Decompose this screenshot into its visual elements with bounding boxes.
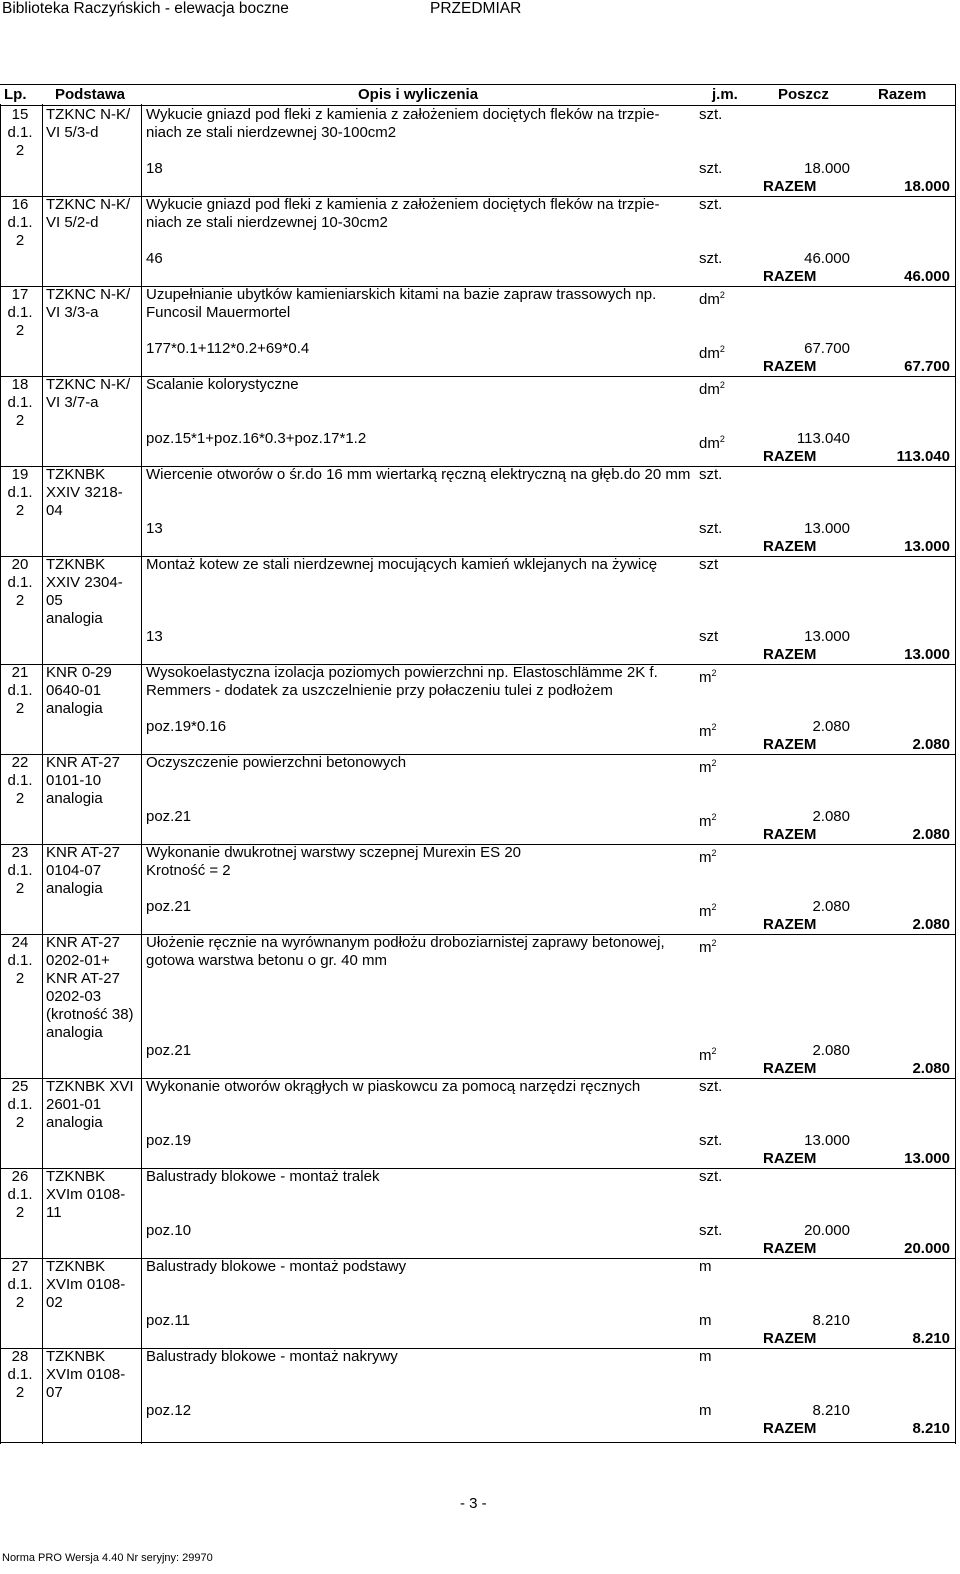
row-lp bbox=[2, 376, 40, 430]
row-calc: 177*0.1+112*0.2+69*0.4 bbox=[146, 340, 310, 357]
row-lp bbox=[2, 556, 40, 610]
row-calc: poz.10 bbox=[146, 1222, 192, 1239]
row-podstawa: TZKNBK XVI 2601-01 analogia bbox=[46, 1078, 134, 1131]
row-opis: Oczyszczenie powierzchni betonowych bbox=[146, 754, 407, 771]
row-unit: szt. bbox=[699, 196, 723, 213]
row-lp bbox=[2, 196, 40, 250]
lp-part: 26 bbox=[11, 1168, 29, 1185]
lp-part: 2 bbox=[15, 970, 25, 987]
row-podstawa: TZKNC N-K/ VI 5/2-d bbox=[46, 196, 131, 231]
col-poszcz: Poszcz bbox=[778, 86, 829, 103]
row-poszcz: 2.080 bbox=[812, 808, 850, 825]
row-razem-label: RAZEM bbox=[763, 1420, 817, 1437]
lp-part: 2 bbox=[15, 502, 25, 519]
row-razem-value: 13.000 bbox=[904, 538, 950, 555]
row-poszcz: 46.000 bbox=[804, 250, 850, 267]
lp-part: d.1. bbox=[7, 1186, 33, 1203]
row-lp bbox=[2, 1348, 40, 1402]
lp-part: d.1. bbox=[7, 394, 33, 411]
row-podstawa: KNR 0-29 0640-01 analogia bbox=[46, 664, 112, 717]
row-razem-label: RAZEM bbox=[763, 538, 817, 555]
row-podstawa: TZKNBK XXIV 2304- 05 analogia bbox=[46, 556, 123, 627]
row-calc: 13 bbox=[146, 520, 163, 537]
table-divider-lp bbox=[42, 104, 43, 1444]
row-lp bbox=[2, 106, 40, 160]
table-border-right bbox=[955, 84, 956, 1444]
row-podstawa: TZKNC N-K/ VI 3/7-a bbox=[46, 376, 131, 411]
row-opis: Balustrady blokowe - montaż podstawy bbox=[146, 1258, 407, 1275]
row-calc: 46 bbox=[146, 250, 163, 267]
row-calc: poz.12 bbox=[146, 1402, 192, 1419]
lp-part: d.1. bbox=[7, 214, 33, 231]
row-razem-value: 2.080 bbox=[912, 736, 950, 753]
row-poszcz: 67.700 bbox=[804, 340, 850, 357]
row-podstawa: TZKNBK XVIm 0108- 02 bbox=[46, 1258, 126, 1311]
row-unit: szt. bbox=[699, 106, 723, 123]
row-calc-unit: $dm^2$ bbox=[699, 344, 725, 362]
row-calc: 13 bbox=[146, 628, 163, 645]
lp-part: d.1. bbox=[7, 124, 33, 141]
lp-part: 2 bbox=[15, 700, 25, 717]
table-divider-podstawa bbox=[141, 104, 142, 1444]
row-lp bbox=[2, 286, 40, 340]
row-lp bbox=[2, 754, 40, 808]
row-opis: Balustrady blokowe - montaż tralek bbox=[146, 1168, 380, 1185]
row-unit: szt. bbox=[699, 1168, 723, 1185]
col-podstawa: Podstawa bbox=[55, 86, 126, 103]
row-unit: $m^2$ bbox=[699, 668, 717, 686]
document-title: Biblioteka Raczyńskich - elewacja boczne bbox=[2, 0, 289, 17]
lp-part: 20 bbox=[11, 556, 29, 573]
row-calc-unit: szt. bbox=[699, 250, 723, 267]
row-poszcz: 113.040 bbox=[796, 430, 850, 447]
row-calc-unit: $m^2$ bbox=[699, 722, 717, 740]
lp-part: 2 bbox=[15, 142, 25, 159]
lp-part: 2 bbox=[15, 1384, 25, 1401]
row-razem-label: RAZEM bbox=[763, 646, 817, 663]
lp-part: d.1. bbox=[7, 772, 33, 789]
row-calc-unit: szt. bbox=[699, 1132, 723, 1149]
row-opis: Wysokoelastyczna izolacja poziomych powierzchni np. Elastoschlämme 2K f. Remmers - dodatek za uszczelnienie przy połaczeniu tulei z podłożem bbox=[146, 664, 658, 699]
row-podstawa: TZKNC N-K/ VI 5/3-d bbox=[46, 106, 131, 141]
row-podstawa: KNR AT-27 0202-01+ KNR AT-27 0202-03 (krotność 38) analogia bbox=[46, 934, 134, 1041]
row-razem-value: 20.000 bbox=[904, 1240, 950, 1257]
row-razem-value: 8.210 bbox=[912, 1330, 950, 1347]
row-lp bbox=[2, 466, 40, 520]
row-calc-unit: szt. bbox=[699, 1222, 723, 1239]
row-podstawa: KNR AT-27 0101-10 analogia bbox=[46, 754, 120, 807]
row-calc: poz.19 bbox=[146, 1132, 192, 1149]
row-opis: Wykonanie otworów okrągłych w piaskowcu za pomocą narzędzi ręcznych bbox=[146, 1078, 641, 1095]
row-calc: poz.15*1+poz.16*0.3+poz.17*1.2 bbox=[146, 430, 367, 447]
lp-part: 21 bbox=[11, 664, 29, 681]
row-razem-value: 13.000 bbox=[904, 1150, 950, 1167]
row-unit: m bbox=[699, 1348, 712, 1365]
row-calc-unit: szt. bbox=[699, 160, 723, 177]
row-lp bbox=[2, 844, 40, 898]
row-poszcz: 2.080 bbox=[812, 898, 850, 915]
lp-part: 23 bbox=[11, 844, 29, 861]
row-poszcz: 8.210 bbox=[812, 1402, 850, 1419]
lp-part: 28 bbox=[11, 1348, 29, 1365]
lp-part: 2 bbox=[15, 592, 25, 609]
row-unit: m bbox=[699, 1258, 712, 1275]
lp-part: 2 bbox=[15, 1114, 25, 1131]
row-calc-unit: $dm^2$ bbox=[699, 434, 725, 452]
col-jm: j.m. bbox=[712, 86, 738, 103]
row-poszcz: 13.000 bbox=[804, 520, 850, 537]
row-unit: $dm^2$ bbox=[699, 290, 725, 308]
row-poszcz: 20.000 bbox=[804, 1222, 850, 1239]
row-razem-label: RAZEM bbox=[763, 826, 817, 843]
row-razem-label: RAZEM bbox=[763, 1330, 817, 1347]
lp-part: d.1. bbox=[7, 682, 33, 699]
lp-part: 17 bbox=[11, 286, 29, 303]
row-razem-value: 46.000 bbox=[904, 268, 950, 285]
col-opis: Opis i wyliczenia bbox=[358, 86, 479, 103]
row-calc-unit: $m^2$ bbox=[699, 902, 717, 920]
row-razem-value: 2.080 bbox=[912, 1060, 950, 1077]
row-unit: $m^2$ bbox=[699, 848, 717, 866]
row-opis: Wykucie gniazd pod fleki z kamienia z założeniem dociętych fleków na trzpie-niach ze stali nierdzewnej 30-100cm2 bbox=[146, 106, 660, 141]
row-razem-value: 113.040 bbox=[896, 448, 950, 465]
row-lp bbox=[2, 1078, 40, 1132]
lp-part: 2 bbox=[15, 1294, 25, 1311]
software-footer: Norma PRO Wersja 4.40 Nr seryjny: 29970 bbox=[2, 1552, 213, 1564]
row-podstawa: TZKNC N-K/ VI 3/3-a bbox=[46, 286, 131, 321]
row-unit: $m^2$ bbox=[699, 938, 717, 956]
lp-part: 19 bbox=[11, 466, 29, 483]
row-opis: Ułożenie ręcznie na wyrównanym podłożu droboziarnistej zaprawy betonowej, gotowa warstwa betonu o gr. 40 mm bbox=[146, 934, 665, 969]
lp-part: d.1. bbox=[7, 1096, 33, 1113]
row-poszcz: 2.080 bbox=[812, 718, 850, 735]
row-calc: 18 bbox=[146, 160, 163, 177]
row-razem-label: RAZEM bbox=[763, 1150, 817, 1167]
row-opis: Scalanie kolorystyczne bbox=[146, 376, 299, 393]
col-razem: Razem bbox=[878, 86, 927, 103]
row-razem-label: RAZEM bbox=[763, 916, 817, 933]
lp-part: 2 bbox=[15, 790, 25, 807]
row-calc-unit: $m^2$ bbox=[699, 812, 717, 830]
row-poszcz: 13.000 bbox=[804, 1132, 850, 1149]
row-podstawa: TZKNBK XXIV 3218- 04 bbox=[46, 466, 123, 519]
row-razem-label: RAZEM bbox=[763, 268, 817, 285]
row-lp bbox=[2, 934, 40, 988]
row-razem-value: 67.700 bbox=[904, 358, 950, 375]
table-border-left bbox=[0, 104, 1, 1444]
lp-part: 2 bbox=[15, 322, 25, 339]
row-razem-value: 8.210 bbox=[912, 1420, 950, 1437]
lp-part: 2 bbox=[15, 412, 25, 429]
row-razem-label: RAZEM bbox=[763, 1060, 817, 1077]
lp-part: d.1. bbox=[7, 484, 33, 501]
lp-part: d.1. bbox=[7, 1366, 33, 1383]
row-opis: Montaż kotew ze stali nierdzewnej mocujących kamień wklejanych na żywicę bbox=[146, 556, 658, 573]
row-razem-value: 13.000 bbox=[904, 646, 950, 663]
row-razem-value: 2.080 bbox=[912, 916, 950, 933]
lp-part: 18 bbox=[11, 376, 29, 393]
row-podstawa: TZKNBK XVIm 0108- 11 bbox=[46, 1168, 126, 1221]
row-podstawa: TZKNBK XVIm 0108- 07 bbox=[46, 1348, 126, 1401]
lp-part: d.1. bbox=[7, 304, 33, 321]
lp-part: 2 bbox=[15, 880, 25, 897]
row-razem-label: RAZEM bbox=[763, 178, 817, 195]
row-opis: Balustrady blokowe - montaż nakrywy bbox=[146, 1348, 398, 1365]
row-calc: poz.19*0.16 bbox=[146, 718, 227, 735]
row-razem-label: RAZEM bbox=[763, 736, 817, 753]
row-calc: poz.21 bbox=[146, 1042, 192, 1059]
lp-part: d.1. bbox=[7, 574, 33, 591]
lp-part: 2 bbox=[15, 232, 25, 249]
lp-part: d.1. bbox=[7, 952, 33, 969]
row-opis: Wykucie gniazd pod fleki z kamienia z założeniem dociętych fleków na trzpie-niach ze stali nierdzewnej 10-30cm2 bbox=[146, 196, 660, 231]
row-calc-unit: szt bbox=[699, 628, 719, 645]
row-unit: szt. bbox=[699, 466, 723, 483]
row-unit: $m^2$ bbox=[699, 758, 717, 776]
row-lp bbox=[2, 1168, 40, 1222]
row-poszcz: 2.080 bbox=[812, 1042, 850, 1059]
lp-part: 25 bbox=[11, 1078, 29, 1095]
row-razem-label: RAZEM bbox=[763, 358, 817, 375]
row-opis: Wiercenie otworów o śr.do 16 mm wiertarką ręczną elektryczną na głęb.do 20 mm bbox=[146, 466, 691, 483]
row-poszcz: 8.210 bbox=[812, 1312, 850, 1329]
row-razem-label: RAZEM bbox=[763, 1240, 817, 1257]
document-type: PRZEDMIAR bbox=[430, 0, 522, 17]
row-opis: Wykonanie dwukrotnej warstwy sczepnej Murexin ES 20 Krotność = 2 bbox=[146, 844, 522, 879]
lp-part: d.1. bbox=[7, 1276, 33, 1293]
row-razem-label: RAZEM bbox=[763, 448, 817, 465]
row-calc: poz.21 bbox=[146, 808, 192, 825]
row-lp bbox=[2, 1258, 40, 1312]
row-razem-value: 2.080 bbox=[912, 826, 950, 843]
lp-part: d.1. bbox=[7, 862, 33, 879]
row-lp bbox=[2, 664, 40, 718]
row-unit: $dm^2$ bbox=[699, 380, 725, 398]
row-razem-value: 18.000 bbox=[904, 178, 950, 195]
lp-part: 24 bbox=[11, 934, 29, 951]
col-lp: Lp. bbox=[4, 86, 27, 103]
row-calc-unit: szt. bbox=[699, 520, 723, 537]
row-calc: poz.21 bbox=[146, 898, 192, 915]
row-calc-unit: m bbox=[699, 1312, 712, 1329]
row-calc-unit: $m^2$ bbox=[699, 1046, 717, 1064]
lp-part: 16 bbox=[11, 196, 29, 213]
table-header bbox=[0, 84, 955, 106]
lp-part: 22 bbox=[11, 754, 29, 771]
lp-part: 27 bbox=[11, 1258, 29, 1275]
page-number: - 3 - bbox=[460, 1495, 487, 1512]
row-separator bbox=[0, 1442, 955, 1443]
lp-part: 2 bbox=[15, 1204, 25, 1221]
lp-part: 15 bbox=[11, 106, 29, 123]
row-poszcz: 18.000 bbox=[804, 160, 850, 177]
row-opis: Uzupełnianie ubytków kamieniarskich kitami na bazie zapraw trassowych np. Funcosil Mauermortel bbox=[146, 286, 657, 321]
row-poszcz: 13.000 bbox=[804, 628, 850, 645]
row-calc: poz.11 bbox=[146, 1312, 190, 1329]
row-podstawa: KNR AT-27 0104-07 analogia bbox=[46, 844, 120, 897]
row-calc-unit: m bbox=[699, 1402, 712, 1419]
row-unit: szt. bbox=[699, 1078, 723, 1095]
row-unit: szt bbox=[699, 556, 719, 573]
